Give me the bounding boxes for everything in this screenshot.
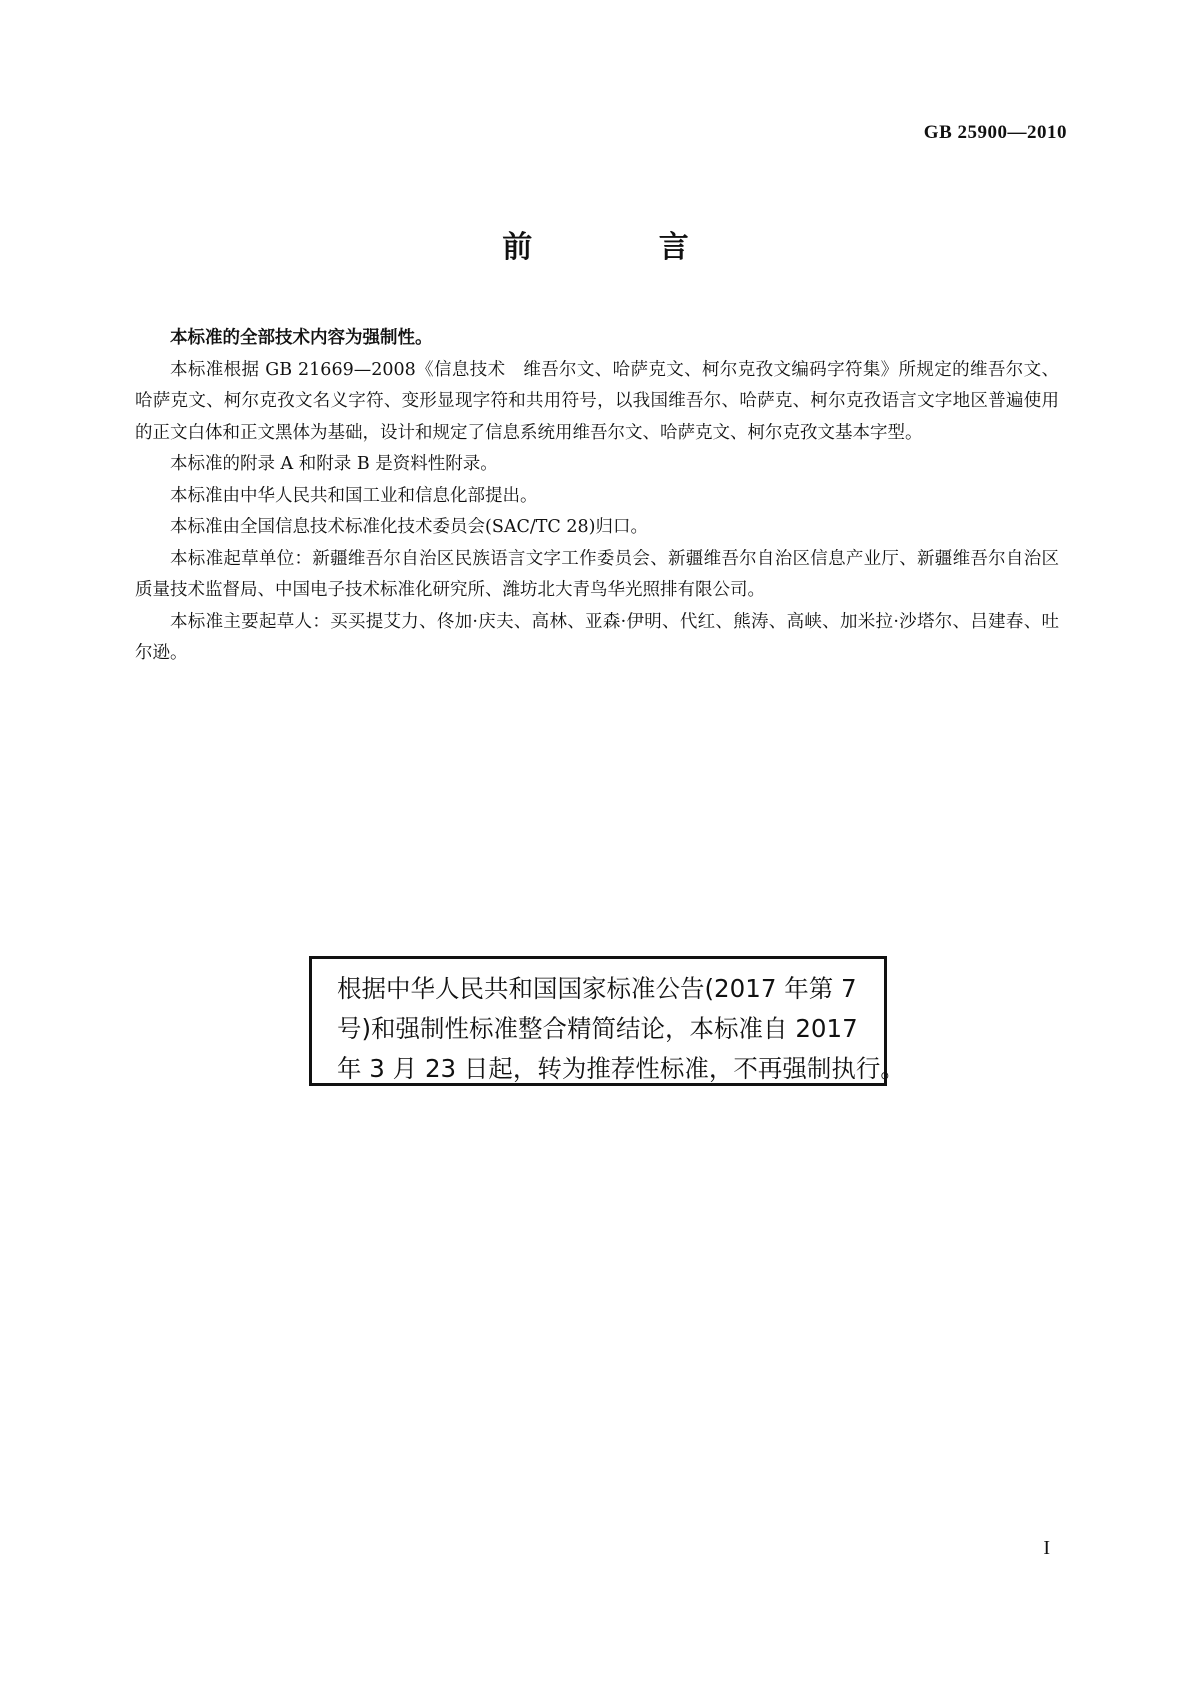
standard-number: GB 25900—2010	[923, 122, 1067, 143]
paragraph-appendix: 本标准的附录 A 和附录 B 是资料性附录。	[170, 454, 498, 474]
paragraph-drafting-organizations: 本标准起草单位：新疆维吾尔自治区民族语言文字工作委员会、新疆维吾尔自治区信息产业厅、新疆维吾尔自治区质量技术监督局、中国电子技术标准化研究所、潍坊北大青鸟华光照排有限公司。	[135, 548, 1059, 600]
paragraph-proposer: 本标准由中华人民共和国工业和信息化部提出。	[170, 485, 538, 506]
paragraph-drafters: 本标准主要起草人：买买提艾力、佟加·庆夫、高林、亚森·伊明、代红、熊涛、高峡、加米拉·沙塔尔、吕建春、吐尔逊。	[135, 611, 1059, 663]
foreword-body	[135, 323, 1059, 670]
paragraph-mandatory-statement: 本标准的全部技术内容为强制性。	[170, 328, 433, 348]
notice-line: 根据中华人民共和国国家标准公告(2017 年第 7	[337, 974, 857, 1003]
notice-box	[309, 956, 905, 1086]
paragraph-basis: 本标准根据 GB 21669—2008《信息技术 维吾尔文、哈萨克文、柯尔克孜文编码字符集》所规定的维吾尔文、哈萨克文、柯尔克孜文名义字符、变形显现字符和共用符号，以我国维吾尔、哈萨克、柯尔克孜语言文字地区普遍使用的正文白体和正文黑体为基础，设计和规定了信息系统用维吾尔文、哈萨克文、柯尔克孜文基本字型。	[135, 359, 1059, 443]
paragraph-technical-committee: 本标准由全国信息技术标准化技术委员会(SAC/TC 28)归口。	[170, 517, 648, 537]
notice-line: 年 3 月 23 日起，转为推荐性标准，不再强制执行。	[337, 1054, 905, 1083]
notice-line: 号)和强制性标准整合精简结论，本标准自 2017	[337, 1014, 858, 1043]
page-number: I	[1043, 1537, 1050, 1559]
page-title: 前 言	[502, 230, 747, 265]
